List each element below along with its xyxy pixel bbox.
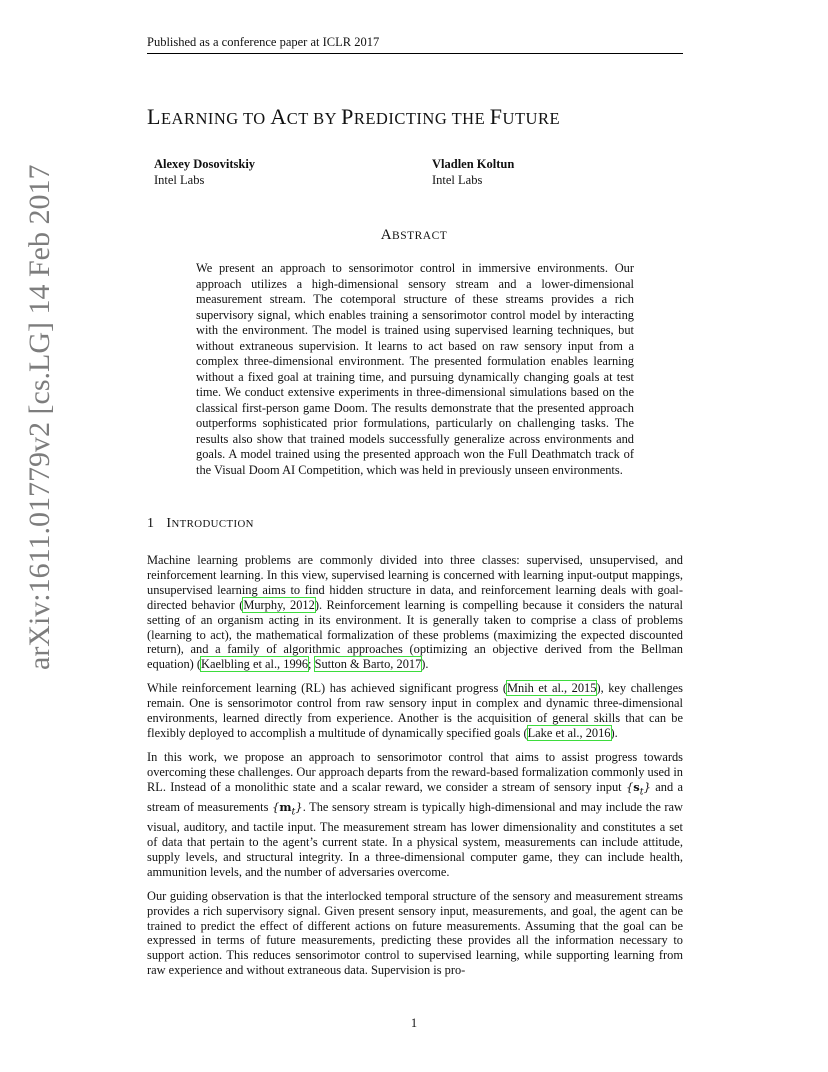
arxiv-side-label: arXiv:1611.01779v2 [cs.LG] 14 Feb 2017 [23, 164, 56, 670]
author-2 [432, 156, 514, 188]
paragraph-4: Our guiding observation is that the interlocked temporal structure of the sensory and measurement streams provides a rich supervisory signal. Given present sensory input, measurements, and goal, the agent can be trained to predict the effect of different actions on future measurements. Assuming that the goal can be expressed in terms of future measurements, predicting these provides all the information necessary to support action. This reduces sensorimotor control to supervised learning, while supporting learning from raw experience and without extraneous data. Supervision is pro- [147, 888, 683, 978]
author-affiliation: Intel Labs [432, 173, 483, 187]
title-rest-3: REDICTING THE [353, 109, 490, 128]
abstract-heading-rest: BSTRACT [392, 230, 448, 242]
math-subscript: t [639, 785, 644, 797]
citation-link[interactable]: Sutton & Barto, 2017 [314, 657, 422, 672]
text-run: In this work, we propose an approach to sensorimotor control that aims to assist progress towards overcoming these challenges. Our approach departs from the reward-based formalization commonly used in RL. Instead of a monolithic state and a scalar reward, we consider a stream of sensory input [147, 749, 683, 794]
text-run: ; [308, 657, 315, 672]
author-affiliation: Intel Labs [154, 173, 205, 187]
paragraph-2 [147, 681, 683, 741]
section-rest: NTRODUCTION [171, 518, 254, 530]
title-rest-2: CT BY [286, 109, 342, 128]
running-header: Published as a conference paper at ICLR 2017 [147, 35, 380, 49]
citation-link[interactable]: Mnih et al., 2015 [507, 681, 597, 696]
math-brace: } [643, 779, 651, 794]
math-sensory-input [625, 779, 651, 797]
text-run: ), key challenges remain. One is sensorimotor control from raw sensory input in complex and dynamic three-dimensional environments, learned directly from experience. Another is the acquisition of general skills that can be flexibly deployed to accomplish a multitude of dynamically specified goals ( [147, 681, 683, 740]
title-rest-4: UTURE [502, 109, 561, 128]
author-name: Vladlen Koltun [432, 157, 515, 171]
text-run: ). [421, 657, 429, 672]
title-cap-2: A [270, 104, 287, 129]
page-number: 1 [410, 1016, 418, 1030]
paragraph-3 [147, 750, 683, 880]
author-name: Alexey Dosovitskiy [154, 157, 256, 171]
math-var: s [633, 779, 640, 794]
paper-title [147, 104, 560, 130]
abstract-text: We present an approach to sensorimotor control in immersive environments. Our approach utilizes a high-dimensional sensory stream and a lower-dimensional measurement stream. The cotemporal structure of these streams provides a rich supervisory signal, which enables training a sensorimotor control model by interacting with the environment. The model is trained using supervised learning techniques, but without extraneous supervision. It learns to act based on raw sensory input from a complex three-dimensional environment. The presented formulation enables learning without a fixed goal at training time, and pursuing dynamically changing goals at test time. We conduct extensive experiments in three-dimensional simulations based on the classical first-person game Doom. The results demonstrate that the presented approach outperforms sophisticated prior formulations, particularly on challenging tasks. The results also show that trained models successfully generalize across environments and goals. A model trained using the presented approach won the Full Deathmatch track of the Visual Doom AI Competition, which was held in previously unseen environments. [196, 261, 634, 477]
section-heading-introduction [147, 516, 254, 532]
abstract-heading-cap: A [380, 227, 393, 243]
text-run: ). [610, 725, 618, 740]
title-cap-4: F [489, 104, 503, 129]
body-text [147, 553, 683, 987]
citation-link[interactable]: Lake et al., 2016 [527, 725, 611, 740]
math-subscript: t [291, 806, 296, 818]
math-measurements [272, 799, 303, 818]
title-cap-3: P [341, 104, 354, 129]
text-run: . The sensory stream is typically high-dimensional and may include the raw visual, auditory, and tactile input. The measurement stream has lower dimensionality and constitutes a set of data that pertain to the agent’s current state. In a physical system, measurements can include attitude, supply levels, and structural integrity. In a three-dimensional computer game, they can include health, ammunition levels, and the number of adversaries overcome. [147, 799, 683, 879]
citation-link[interactable]: Murphy, 2012 [243, 597, 315, 612]
citation-link[interactable]: Kaelbling et al., 1996 [201, 657, 309, 672]
math-brace: { [625, 779, 634, 794]
section-cap: I [166, 516, 172, 531]
text-run: ). Reinforcement learning is compelling because it considers the natural setting of an organism acting in its environment. It is generally taken to comprise a class of problems (learning to act), the mathematical formalization of these problems (maximizing the expected discounted return), and a family of algorithmic approaches (optimizing an objective derived from the Bellman equation) ( [147, 597, 684, 672]
paragraph-1 [147, 553, 683, 672]
title-cap-1: L [147, 104, 161, 129]
math-var: m [279, 799, 292, 814]
math-brace: } [295, 799, 303, 814]
text-run: While reinforcement learning (RL) has achieved significant progress ( [147, 681, 507, 696]
text-run: Machine learning problems are commonly divided into three classes: supervised, unsupervised, and reinforcement learning. In this view, supervised learning is concerned with learning input-output mappings, unsupervised learning aims to find hidden structure in data, and reinforcement learning deals with goal-directed behavior ( [147, 553, 683, 612]
math-brace: { [272, 799, 280, 814]
title-rest-1: EARNING TO [160, 109, 271, 128]
text-run: and a stream of measurements [147, 779, 683, 814]
header-rule [147, 53, 683, 54]
abstract-heading [0, 227, 828, 244]
author-1 [154, 156, 255, 188]
section-number: 1 [147, 516, 155, 531]
